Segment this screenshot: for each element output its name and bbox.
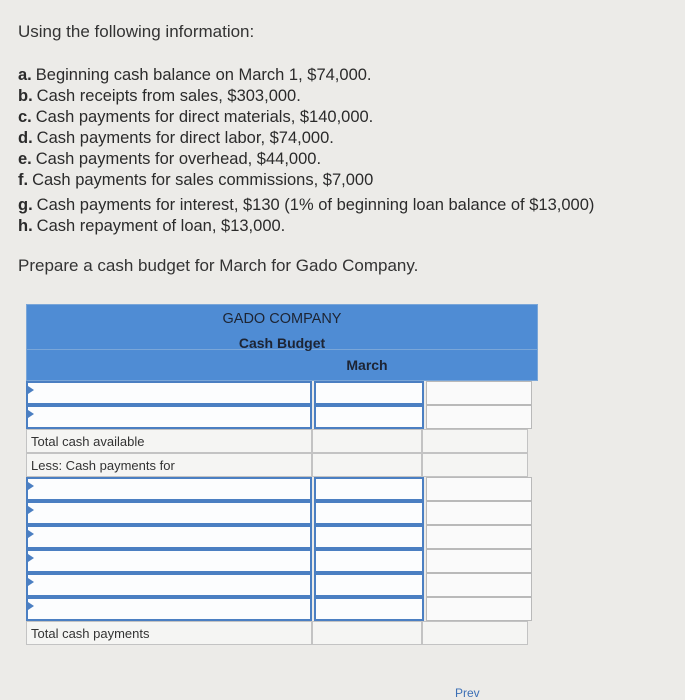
row-label: Total cash available [26,429,312,453]
amount-cell[interactable] [426,549,532,573]
amount-cell [312,429,422,453]
amount-cell[interactable] [426,477,532,501]
info-item: b. Cash receipts from sales, $303,000. [18,87,301,105]
info-list [18,65,594,237]
info-item: h. Cash repayment of loan, $13,000. [18,217,286,235]
pagination-nav [455,686,685,700]
cash-budget-table [26,304,538,645]
column-header-row [26,350,538,381]
amount-input[interactable] [314,573,424,597]
table-row [26,453,538,477]
task-prompt: Prepare a cash budget for March for Gado Company. [18,256,419,275]
row-label-dropdown[interactable] [26,381,312,405]
amount-input[interactable] [314,501,424,525]
info-item: d. Cash payments for direct labor, $74,000. [18,129,334,147]
row-label-dropdown[interactable] [26,573,312,597]
amount-input[interactable] [314,597,424,621]
info-item: a. Beginning cash balance on March 1, $74,000. [18,66,372,84]
amount-cell[interactable] [426,525,532,549]
prev-button[interactable]: Prev [455,686,480,700]
instructions-intro: Using the following information: [18,22,255,41]
amount-cell [422,453,528,477]
info-item: e. Cash payments for overhead, $44,000. [18,150,322,168]
row-label-dropdown[interactable] [26,405,312,429]
info-item: f. Cash payments for sales commissions, $7,000 [18,171,374,189]
table-row [26,405,538,429]
amount-input[interactable] [314,405,424,429]
amount-input[interactable] [314,477,424,501]
table-row [26,381,538,405]
info-item: c. Cash payments for direct materials, $140,000. [18,108,374,126]
table-row [26,525,538,549]
info-item: g. Cash payments for interest, $130 (1% of beginning loan balance of $13,000) [18,196,595,214]
amount-cell[interactable] [426,573,532,597]
budget-title: Cash Budget [238,335,326,351]
row-label: Total cash payments [26,621,312,645]
row-label: Less: Cash payments for [26,453,312,477]
table-row [26,477,538,501]
row-label-dropdown[interactable] [26,501,312,525]
amount-input[interactable] [314,549,424,573]
table-row [26,597,538,621]
row-label-dropdown[interactable] [26,525,312,549]
amount-cell [312,621,422,645]
row-label-dropdown[interactable] [26,597,312,621]
table-row [26,549,538,573]
row-label-dropdown[interactable] [26,549,312,573]
amount-cell[interactable] [426,381,532,405]
table-row [26,501,538,525]
company-name: GADO COMPANY [222,311,342,327]
amount-cell[interactable] [426,501,532,525]
amount-input[interactable] [314,381,424,405]
amount-cell[interactable] [426,597,532,621]
amount-cell[interactable] [422,429,528,453]
table-row [26,621,538,645]
amount-cell[interactable] [426,405,532,429]
table-row [26,573,538,597]
amount-input[interactable] [314,525,424,549]
amount-cell [312,453,422,477]
column-header-march: March [346,357,388,373]
table-row [26,429,538,453]
row-label-dropdown[interactable] [26,477,312,501]
amount-cell[interactable] [422,621,528,645]
table-header [26,304,538,350]
